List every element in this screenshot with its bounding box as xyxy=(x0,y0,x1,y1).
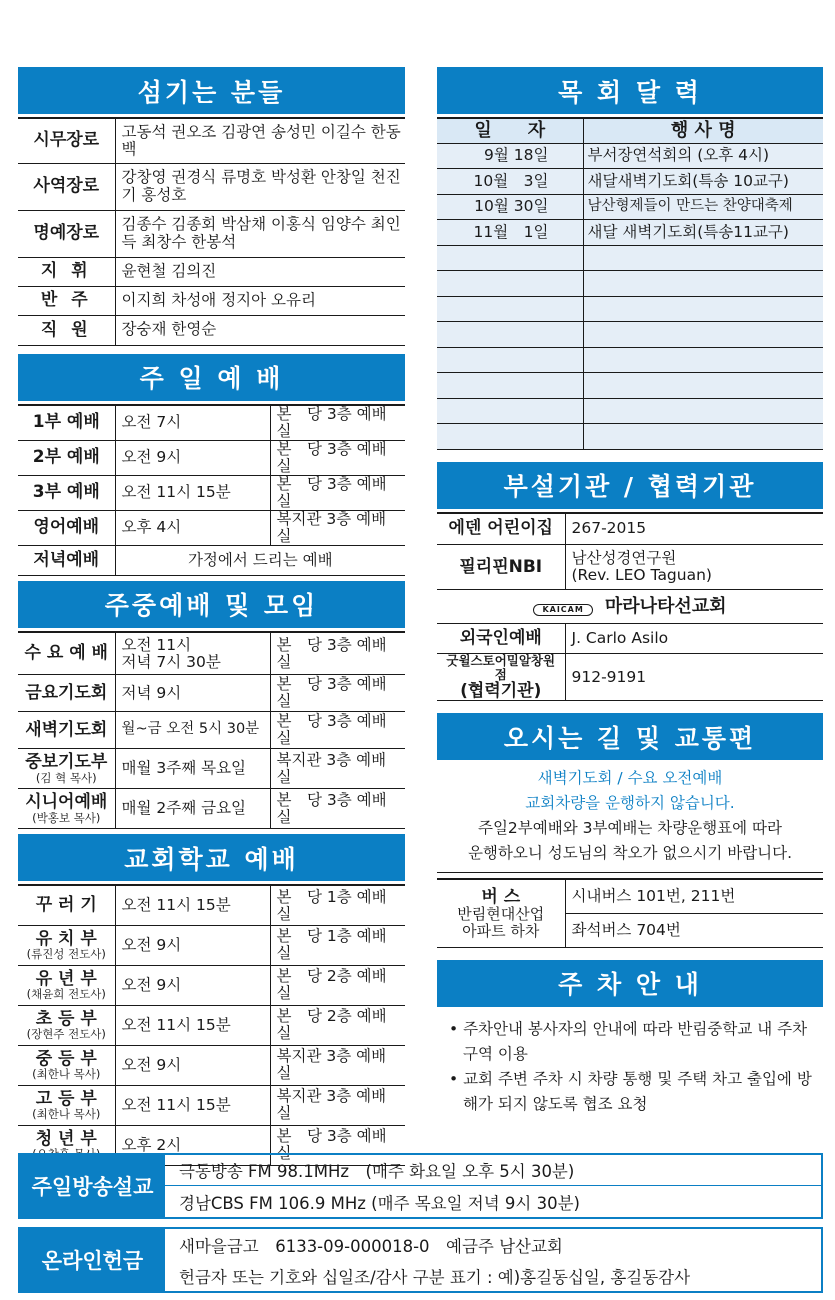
meeting-name: 새벽기도회 xyxy=(18,712,115,749)
store-label xyxy=(437,654,565,701)
department-time: 오전 11시 15분 xyxy=(115,1085,270,1125)
department-name-text: 유 치 부 xyxy=(35,928,97,949)
offering-box xyxy=(18,1227,823,1293)
affiliates-title: 부설기관 / 협력기관 xyxy=(437,462,823,509)
worship-name: 1부 예배 xyxy=(18,405,115,441)
calendar-row xyxy=(437,143,823,169)
parking-note: • 주차안내 봉사자의 안내에 따라 반림중학교 내 주차구역 이용 xyxy=(449,1019,808,1063)
event-name: 남산형제들이 만드는 찬양대축제 xyxy=(583,194,823,220)
event-date xyxy=(437,296,583,322)
department-place: 본 당 1층 예배실 xyxy=(270,885,405,925)
offering-line: 헌금자 또는 기호와 십일조/감사 구분 표기 : 예)홍길동십일, 홍길동감사 xyxy=(179,1267,691,1287)
right-column xyxy=(437,67,823,1117)
department-time: 오전 11시 15분 xyxy=(115,885,270,925)
offering-line: 새마을금고 6133-09-000018-0 예금주 남산교회 xyxy=(179,1236,563,1256)
department-place: 본 당 2층 예배실 xyxy=(270,1005,405,1045)
department-name-text: 고 등 부 xyxy=(35,1088,97,1109)
calendar-row xyxy=(437,398,823,424)
store-sub: (협력기관) xyxy=(460,680,542,701)
row-value: 강창영 권경식 류명호 박성환 안창일 천진기 홍성호 xyxy=(115,163,405,210)
event-date: 10월 3일 xyxy=(437,169,583,195)
department-name-text: 중 등 부 xyxy=(35,1048,97,1069)
directions-line: 새벽기도회 / 수요 오전예배 xyxy=(537,769,723,788)
calendar-title: 목 회 달 력 xyxy=(437,67,823,114)
calendar-row xyxy=(437,424,823,450)
table-row xyxy=(18,789,405,829)
table-row xyxy=(18,315,405,345)
department-time: 오전 9시 xyxy=(115,965,270,1005)
calendar-table xyxy=(437,117,823,450)
table-row xyxy=(18,257,405,286)
row-value: 윤현철 김의진 xyxy=(115,257,405,286)
bus-route: 시내버스 101번, 211번 xyxy=(565,879,823,913)
event-name: 새달새벽기도회(특송 10교구) xyxy=(583,169,823,195)
department-time: 오후 2시 xyxy=(115,1125,270,1165)
table-row xyxy=(437,590,823,624)
meeting-name-text: 중보기도부 xyxy=(25,752,108,773)
worship-name: 저녁예배 xyxy=(18,545,115,575)
meeting-leader: (김 혁 목사) xyxy=(35,770,97,785)
left-column xyxy=(18,67,405,1166)
calendar-row xyxy=(437,373,823,399)
nbi-label: 필리핀NBI xyxy=(437,545,565,590)
table-row xyxy=(18,545,405,575)
calendar-row xyxy=(437,220,823,246)
calendar-row xyxy=(437,271,823,297)
table-row xyxy=(18,210,405,257)
table-row xyxy=(18,965,405,1005)
event-name xyxy=(583,398,823,424)
department-name xyxy=(18,1085,115,1125)
row-label: 시무장로 xyxy=(18,118,115,163)
eden-phone: 267-2015 xyxy=(565,513,823,545)
worship-place: 본 당 3층 예배실 xyxy=(270,440,405,475)
broadcast-line: 극동방송 FM 98.1MHz (매주 화요일 오후 5시 30분) xyxy=(165,1155,821,1186)
worship-name: 2부 예배 xyxy=(18,440,115,475)
event-name xyxy=(583,322,823,348)
table-row xyxy=(18,632,405,675)
department-time: 오전 9시 xyxy=(115,925,270,965)
event-name xyxy=(583,245,823,271)
event-name xyxy=(583,271,823,297)
calendar-row xyxy=(437,322,823,348)
church-school-title: 교회학교 예배 xyxy=(18,834,405,881)
table-row xyxy=(18,1005,405,1045)
event-name xyxy=(583,424,823,450)
worship-place: 복지관 3층 예배실 xyxy=(270,510,405,545)
meeting-time: 월~금 오전 5시 30분 xyxy=(115,712,270,749)
offering-label: 온라인헌금 xyxy=(20,1229,165,1291)
event-date xyxy=(437,245,583,271)
table-row xyxy=(18,1045,405,1085)
eden-label: 에덴 어린이집 xyxy=(437,513,565,545)
worship-name: 3부 예배 xyxy=(18,475,115,510)
table-row xyxy=(437,545,823,590)
table-row xyxy=(437,513,823,545)
event-date: 11월 1일 xyxy=(437,220,583,246)
store-name: 굿윌스토어밀알창원점 xyxy=(446,653,556,682)
kaicam-logo: KAICAM xyxy=(533,604,592,617)
sunday-worship-title: 주 일 예 배 xyxy=(18,354,405,401)
department-leader: (최한나 목사) xyxy=(32,1107,101,1122)
event-date xyxy=(437,322,583,348)
table-row xyxy=(18,675,405,712)
row-label: 반주 xyxy=(18,286,115,315)
table-row xyxy=(18,440,405,475)
calendar-header xyxy=(437,118,823,143)
row-label: 직원 xyxy=(18,315,115,345)
event-date: 10월 30일 xyxy=(437,194,583,220)
calendar-event-header: 행 사 명 xyxy=(583,118,823,143)
sunday-worship-table xyxy=(18,404,405,576)
department-name xyxy=(18,965,115,1005)
table-row xyxy=(18,712,405,749)
church-school-table xyxy=(18,884,405,1166)
worship-place: 본 당 3층 예배실 xyxy=(270,405,405,441)
event-name: 새달 새벽기도회(특송11교구) xyxy=(583,220,823,246)
department-time: 오전 9시 xyxy=(115,1045,270,1085)
department-name-text: 유 년 부 xyxy=(35,968,97,989)
department-leader: (장현주 전도사) xyxy=(26,1027,106,1042)
parking-title: 주 차 안 내 xyxy=(437,960,823,1007)
event-date xyxy=(437,347,583,373)
evening-worship-note: 가정에서 드리는 예배 xyxy=(115,545,405,575)
row-value: 이지희 차성애 정지아 오유리 xyxy=(115,286,405,315)
kaicam-row xyxy=(437,590,823,624)
row-value: 김종수 김종회 박삼채 이홍식 임양수 최인득 최창수 한봉석 xyxy=(115,210,405,257)
meeting-name: 금요기도회 xyxy=(18,675,115,712)
meeting-name xyxy=(18,749,115,789)
department-name xyxy=(18,1005,115,1045)
table-row xyxy=(18,510,405,545)
meeting-leader: (박홍보 목사) xyxy=(32,810,101,825)
foreign-worship-value: J. Carlo Asilo xyxy=(565,624,823,654)
weekday-worship-title: 주중예배 및 모임 xyxy=(18,581,405,628)
department-place: 본 당 1층 예배실 xyxy=(270,925,405,965)
store-phone: 912-9191 xyxy=(565,654,823,701)
worship-time: 오전 9시 xyxy=(115,440,270,475)
meeting-name: 수 요 예 배 xyxy=(18,632,115,675)
offering-lines xyxy=(165,1229,821,1291)
department-time: 오전 11시 15분 xyxy=(115,1005,270,1045)
meeting-place: 본 당 3층 예배실 xyxy=(270,789,405,829)
row-value: 고동석 권오조 김광연 송성민 이길수 한동백 xyxy=(115,118,405,163)
nbi-value: 남산성경연구원 (Rev. LEO Taguan) xyxy=(565,545,823,590)
table-row xyxy=(18,1085,405,1125)
foreign-worship-label: 외국인예배 xyxy=(437,624,565,654)
department-leader: (최한나 목사) xyxy=(32,1067,101,1082)
row-label: 명예장로 xyxy=(18,210,115,257)
broadcast-lines xyxy=(165,1155,821,1217)
serving-staff-title: 섬기는 분들 xyxy=(18,67,405,114)
table-row xyxy=(437,654,823,701)
table-row xyxy=(18,475,405,510)
bus-table xyxy=(437,878,823,948)
broadcast-box xyxy=(18,1153,823,1219)
meeting-time: 오전 11시 저녁 7시 30분 xyxy=(115,632,270,675)
worship-time: 오후 4시 xyxy=(115,510,270,545)
bus-stop: 반림현대산업 아파트 하차 xyxy=(457,905,545,940)
table-row xyxy=(18,749,405,789)
row-label: 사역장로 xyxy=(18,163,115,210)
table-row xyxy=(437,879,823,913)
event-name xyxy=(583,347,823,373)
calendar-row xyxy=(437,347,823,373)
directions-line: 운행하오니 성도님의 착오가 없으시기 바랍니다. xyxy=(467,844,793,863)
worship-time: 오전 7시 xyxy=(115,405,270,441)
meeting-name-text: 시니어예배 xyxy=(25,792,108,813)
department-place: 본 당 2층 예배실 xyxy=(270,965,405,1005)
event-name: 부서장연석회의 (오후 4시) xyxy=(583,143,823,169)
row-value: 장숭재 한영순 xyxy=(115,315,405,345)
department-name xyxy=(18,925,115,965)
event-date xyxy=(437,424,583,450)
meeting-time: 매월 3주째 목요일 xyxy=(115,749,270,789)
weekday-worship-table xyxy=(18,631,405,830)
meeting-place: 본 당 3층 예배실 xyxy=(270,712,405,749)
serving-staff-table xyxy=(18,117,405,346)
meeting-place: 본 당 3층 예배실 xyxy=(270,675,405,712)
meeting-time: 저녁 9시 xyxy=(115,675,270,712)
affiliates-table xyxy=(437,512,823,702)
event-date xyxy=(437,373,583,399)
meeting-place: 복지관 3층 예배실 xyxy=(270,749,405,789)
department-place: 복지관 3층 예배실 xyxy=(270,1085,405,1125)
calendar-row xyxy=(437,245,823,271)
department-name-text: 초 등 부 xyxy=(35,1008,97,1029)
table-row xyxy=(18,163,405,210)
meeting-place: 본 당 3층 예배실 xyxy=(270,632,405,675)
department-name-text: 청 년 부 xyxy=(35,1128,97,1149)
worship-place: 본 당 3층 예배실 xyxy=(270,475,405,510)
bus-label: 버 스 xyxy=(481,886,521,907)
meeting-time: 매월 2주째 금요일 xyxy=(115,789,270,829)
department-name: 꾸 러 기 xyxy=(18,885,115,925)
department-leader: (류진성 전도사) xyxy=(26,947,106,962)
broadcast-label: 주일방송설교 xyxy=(20,1155,165,1217)
calendar-row xyxy=(437,194,823,220)
table-row xyxy=(18,925,405,965)
table-row xyxy=(437,624,823,654)
table-row xyxy=(18,405,405,441)
kaicam-label: 마라나타선교회 xyxy=(604,595,727,617)
event-date xyxy=(437,271,583,297)
worship-time: 오전 11시 15분 xyxy=(115,475,270,510)
department-place: 본 당 3층 예배실 xyxy=(270,1125,405,1165)
event-name xyxy=(583,373,823,399)
broadcast-line: 경남CBS FM 106.9 MHz (매주 목요일 저녁 9시 30분) xyxy=(179,1193,580,1213)
meeting-name xyxy=(18,789,115,829)
directions-line: 교회차량을 운행하지 않습니다. xyxy=(525,794,735,813)
parking-note: • 교회 주변 주차 시 차량 통행 및 주택 차고 출입에 방해가 되지 않도록 협조 요청 xyxy=(449,1069,812,1113)
directions-line: 주일2부예배와 3부예배는 차량운행표에 따라 xyxy=(477,819,783,838)
bus-label-cell xyxy=(437,879,565,947)
directions-notice xyxy=(437,760,823,873)
table-row xyxy=(18,885,405,925)
department-place: 복지관 3층 예배실 xyxy=(270,1045,405,1085)
calendar-row xyxy=(437,169,823,195)
department-name xyxy=(18,1045,115,1085)
directions-title: 오시는 길 및 교통편 xyxy=(437,713,823,760)
table-row xyxy=(18,118,405,163)
calendar-row xyxy=(437,296,823,322)
event-name xyxy=(583,296,823,322)
event-date: 9월 18일 xyxy=(437,143,583,169)
bus-route: 좌석버스 704번 xyxy=(565,913,823,947)
department-leader: (채윤희 전도사) xyxy=(26,987,106,1002)
table-row xyxy=(18,286,405,315)
event-date xyxy=(437,398,583,424)
parking-notes xyxy=(437,1007,823,1117)
row-label: 지휘 xyxy=(18,257,115,286)
worship-name: 영어예배 xyxy=(18,510,115,545)
calendar-date-header: 일 자 xyxy=(437,118,583,143)
